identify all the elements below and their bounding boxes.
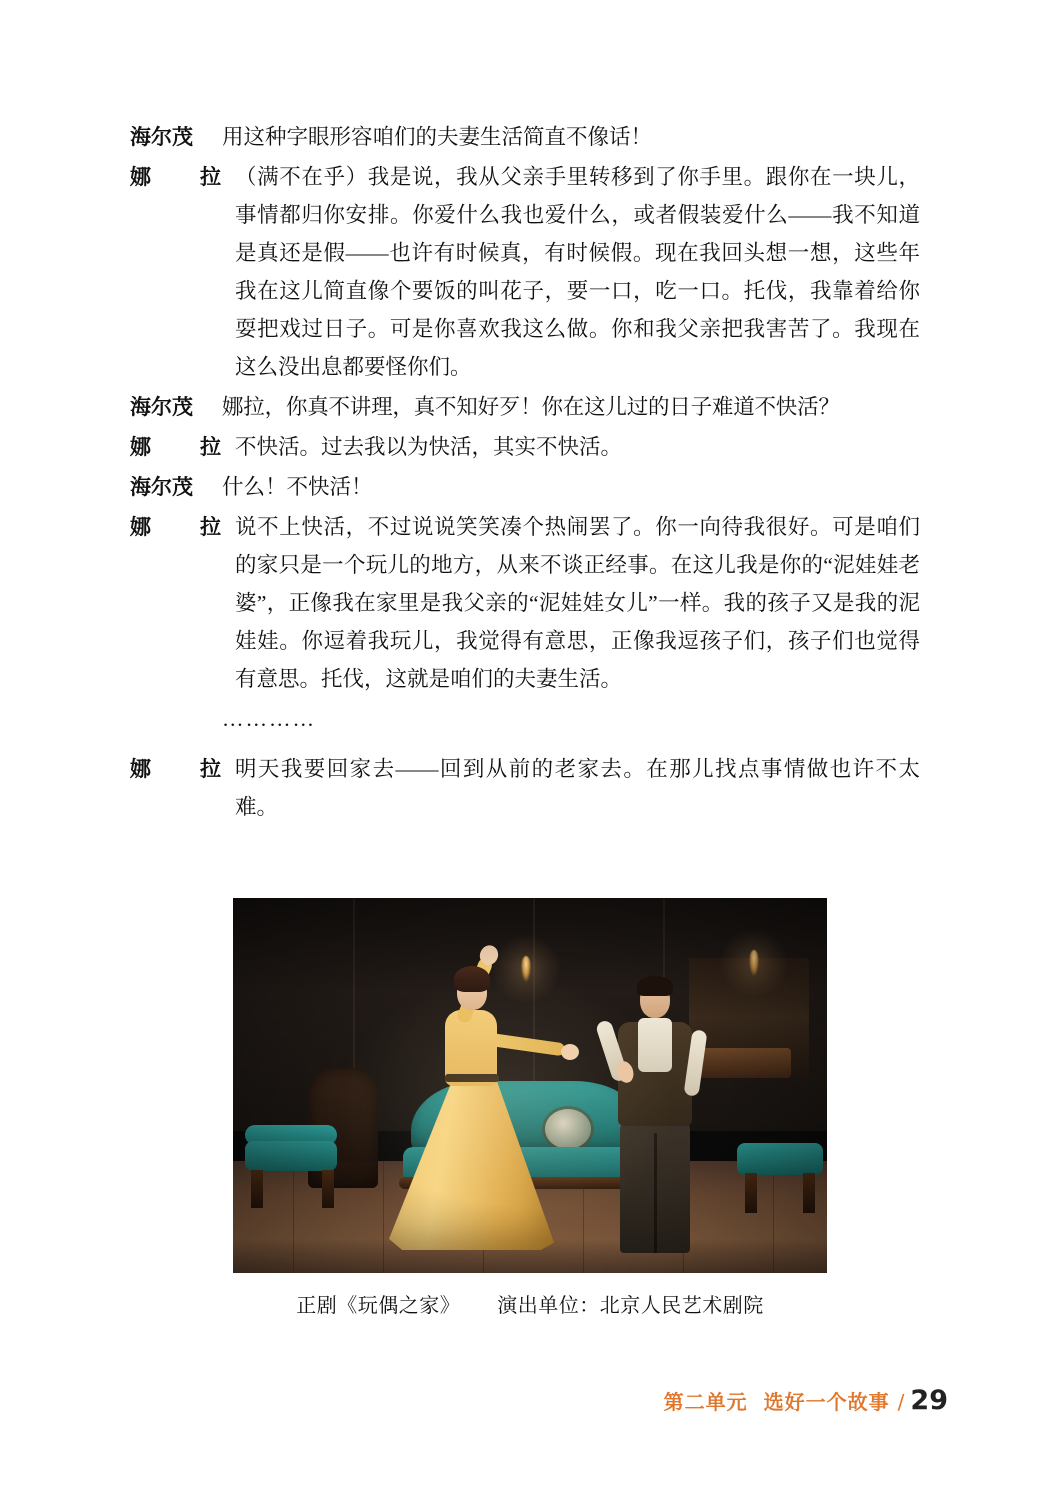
speaker-name: 娜 拉 [130, 757, 235, 781]
speaker-name: 海尔茂 [130, 475, 193, 499]
caption-credit: 演出单位：北京人民艺术剧院 [497, 1295, 764, 1317]
speech-text: 用这种字眼形容咱们的夫妻生活简直不像话！ [222, 125, 653, 149]
dialogue-line [130, 118, 920, 156]
stage-chair-left [245, 1113, 340, 1208]
dialogue-line [130, 468, 920, 506]
speaker-name: 娜 拉 [130, 435, 235, 459]
speech-text: 什么！不快活！ [222, 475, 373, 499]
figure-caption [233, 1289, 827, 1318]
speech-text: 说不上快活，不过说说笑笑凑个热闹罢了。你一向待我很好。可是咱们的家只是一个玩儿的地方，从来不谈正经事。在这儿我是你的“泥娃娃老婆”，正像我在家里是我父亲的“泥娃娃女儿”一样。我的孩子又是我的泥娃娃。你逗着我玩儿，我觉得有意思，正像我逗孩子们，孩子们也觉得有意思。托伐，这就是咱们的夫妻生活。 [235, 515, 920, 691]
wall-lamp-icon [749, 950, 759, 976]
footer-unit-label: 第二单元 [663, 1390, 748, 1414]
dialogue-line [130, 508, 920, 698]
footer-section-title: 选好一个故事 [763, 1390, 890, 1414]
stage-chair-right [737, 1123, 823, 1213]
footer-separator: / [897, 1390, 905, 1414]
dialogue-block [130, 118, 920, 828]
dialogue-line [130, 750, 920, 826]
speaker-name: 海尔茂 [130, 395, 193, 419]
actor-figure [592, 958, 732, 1253]
speaker-name: 海尔茂 [130, 125, 193, 149]
ellipsis-text: ………… [222, 707, 316, 731]
speech-text: 明天我要回家去——回到从前的老家去。在那儿找点事情做也许不太难。 [235, 757, 920, 819]
caption-title: 正剧《玩偶之家》 [296, 1295, 461, 1317]
speech-text: 不快活。过去我以为快活，其实不快活。 [235, 435, 623, 459]
speech-text: 娜拉，你真不讲理，真不知好歹！你在这儿过的日子难道不快活？ [222, 395, 840, 419]
page-number: 29 [910, 1385, 948, 1416]
speech-text: （满不在乎）我是说，我从父亲手里转移到了你手里。跟你在一块儿，事情都归你安排。你爱什么我也爱什么，或者假装爱什么——我不知道是真还是假——也许有时候真，有时候假。现在我回头想一想，这些年我在这儿简直像个要饭的叫花子，要一口，吃一口。托伐，我靠着给你耍把戏过日子。可是你喜欢我这么做。你和我父亲把我害苦了。我现在这么没出息都要怪你们。 [235, 165, 920, 379]
page-footer [664, 1385, 948, 1416]
dialogue-line [130, 388, 920, 426]
figure [233, 898, 827, 1318]
dialogue-ellipsis-line [130, 700, 920, 738]
dialogue-line [130, 158, 920, 386]
speaker-name: 娜 拉 [130, 165, 235, 189]
stage-photo [233, 898, 827, 1273]
dialogue-line [130, 428, 920, 466]
speaker-name: 娜 拉 [130, 515, 235, 539]
actress-figure [383, 950, 583, 1250]
